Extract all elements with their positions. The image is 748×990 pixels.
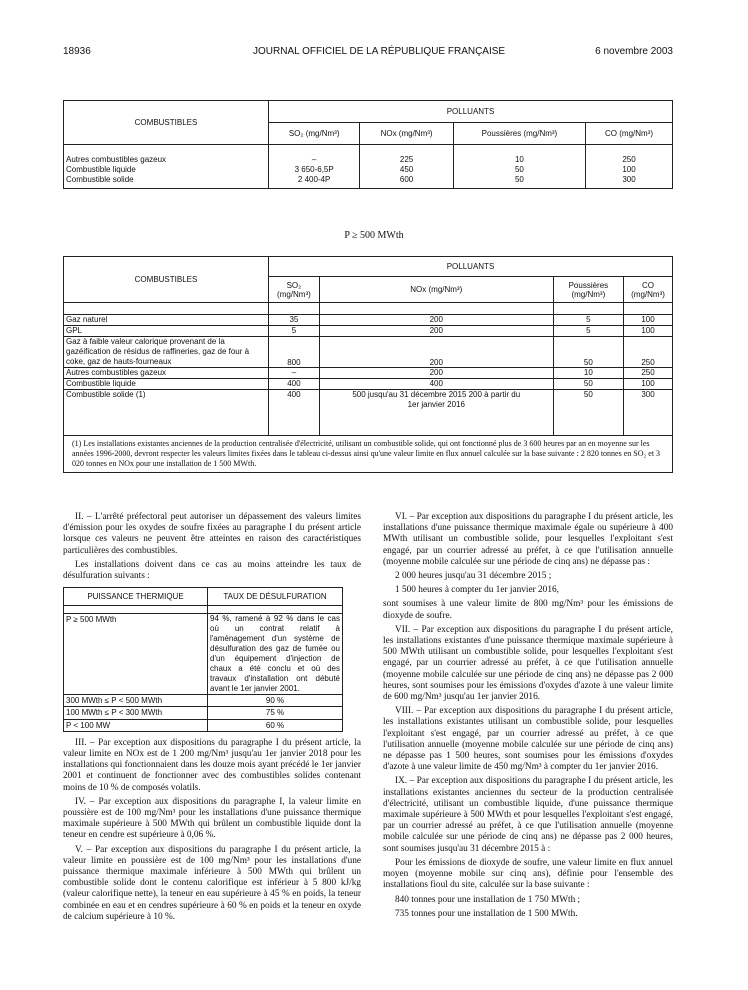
col-co: CO (mg/Nm³) [586, 123, 673, 145]
paragraph: Les installations doivent dans ce cas au moins atteindre les taux de désulfuration suivants : [63, 559, 361, 582]
paragraph: IX. – Par exception aux dispositions du paragraphe I du présent article, les installations existantes anciennes du secteur de la production centralisée d'électricité, utilisant un combustible liquide, d'une puissance thermique maximale supérieure à 500 MWth et pour lesquelles l'exploitant s'est engagé, par un courrier adressé au préfet, à ce que l'utilisation annuelle (moyenne mobile calculée sur une période de cinq ans) ne dépasse pas 2 000 heures, sont soumises jusqu'au 31 décembre 2015 à : [383, 776, 673, 854]
paragraph: VI. – Par exception aux dispositions du paragraphe I du présent article, les installations d'une puissance thermique maximale égale ou supérieure à 400 MWth utilisant un combustible solide, pour lesquelles l'exploitant s'est engagé, par un courrier adressé au préfet, à ce que l'utilisation annuelle (moyenne mobile calculée sur une période de cinq ans) ne dépasse pas : [383, 512, 673, 567]
table-row: 100 MWth ≤ P < 300 MWth 75 % [64, 707, 343, 719]
table-row: Combustible liquide 400 400 50 100 [64, 379, 673, 390]
col-taux: TAUX DE DÉSULFURATION [208, 588, 343, 606]
power-class-heading: P ≥ 500 MWth [344, 230, 404, 241]
table-row: P ≥ 500 MWth 94 %, ramené à 92 % dans le cas où un contrat relatif à l'aménagement d'un système de désulfuration des gaz de fumée ou d'un équipement d'injection de chaux a été conclu et où des travaux d'installation ont débuté avant le 1er janvier 2001. [64, 614, 343, 695]
col-puissance: PUISSANCE THERMIQUE [64, 588, 208, 606]
paragraph: III. – Par exception aux dispositions du paragraphe I du présent article, la valeur limite en NOx est de 1 200 mg/Nm³ jusqu'au 1er janvier 2018 pour les installations qui fonctionnaient dans les douze mois ayant précédé le 1er janvier 2001 et continuent de fonctionner avec des combustibles solides contenant moins de 10 % de composés volatils. [63, 737, 361, 793]
emission-table-2-wrap [63, 256, 673, 473]
col-polluants: POLLUANTS [269, 257, 673, 277]
list-item: 2 000 heures jusqu'au 31 décembre 2015 ; [395, 571, 552, 582]
col-polluants: POLLUANTS [269, 101, 673, 123]
list-item: 840 tonnes pour une installation de 1 750 MWth ; [395, 894, 581, 905]
page-number: 18936 [63, 46, 91, 57]
emission-table-1 [63, 100, 673, 189]
emission-table-2 [63, 256, 673, 436]
table-row: Combustible liquide 3 650-6,5P 450 50 100 [64, 165, 673, 175]
col-nox: NOx (mg/Nm³) [360, 123, 454, 145]
col-combustibles: COMBUSTIBLES [64, 257, 269, 303]
list-item: 1 500 heures à compter du 1er janvier 2016, [395, 585, 559, 596]
paragraph: sont soumises à une valeur limite de 800 mg/Nm³ pour les émissions de dioxyde de soufre. [383, 599, 673, 621]
table-row: Gaz à faible valeur calorique provenant de la gazéification de résidus de raffineries, gaz de four à coke, gaz de hauts-fourneaux 800 200 50 250 [64, 337, 673, 368]
col-dust: Poussières (mg/Nm³) [453, 123, 585, 145]
col-co: CO (mg/Nm³) [624, 277, 673, 303]
paragraph: IV. – Par exception aux dispositions du paragraphe I, la valeur limite en poussière est de 100 mg/Nm³ pour les installations d'une puissance thermique maximale supérieure à 500 MWth qui brûlent un combustible liquide dont la teneur en cendre est supérieure à 0,06 %. [63, 796, 361, 841]
table-row: Autres combustibles gazeux – 200 10 250 [64, 368, 673, 379]
paragraph: VII. – Par exception aux dispositions du paragraphe I du présent article, les installations existantes d'une puissance thermique maximale supérieure à 500 MWth utilisant un combustible solide, pour lesquelles l'exploitant s'est engagé, par un courrier adressé au préfet, à ce que l'utilisation annuelle (moyenne mobile calculée sur une période de cinq ans) ne dépasse pas 2 000 heures, sont soumises pour les émissions d'oxydes d'azote à une valeur limite de 600 mg/Nm³ jusqu'au 1er janvier 2016. [383, 624, 673, 703]
col-so2: SO₂ (mg/Nm³) [269, 277, 320, 303]
left-column [63, 512, 361, 926]
table-row: Autres combustibles gazeux – 225 10 250 [64, 155, 673, 165]
list-item: 735 tonnes pour une installation de 1 500 MWth. [395, 908, 578, 919]
right-column [383, 512, 673, 923]
table-row: GPL 5 200 5 100 [64, 326, 673, 337]
journal-title: JOURNAL OFFICIEL DE LA RÉPUBLIQUE FRANÇAISE [253, 46, 506, 57]
table-row: P < 100 MW 60 % [64, 719, 343, 731]
table-row: Combustible solide 2 400-4P 600 50 300 [64, 175, 673, 189]
paragraph: V. – Par exception aux dispositions du paragraphe I du présent article, la valeur limite en poussière est de 100 mg/Nm³ pour les installations d'une puissance thermique maximale inférieure à 500 MWth qui brûlent un combustible solide dont le contenu calorifique est inférieur à 5 800 kJ/kg (valeur calorifique nette), la teneur en eau supérieure à 45 % en poids, la teneur combinée en eau et en cendres supérieure à 60 % en poids et la teneur en oxyde de calcium supérieure à 10 %. [63, 844, 361, 922]
paragraph: II. – L'arrêté préfectoral peut autoriser un dépassement des valeurs limites d'émission pour les oxydes de soufre fixées au paragraphe I du présent article lorsque ces valeurs ne peuvent être atteintes en raison des caractéristiques particulières des combustibles. [63, 512, 361, 556]
col-so2: SO₂ (mg/Nm³) [269, 123, 360, 145]
paragraph: VIII. – Par exception aux dispositions du paragraphe I du présent article, les installations existantes utilisant un combustible solide, pour lesquelles l'exploitant s'est engagé, par un courrier adressé au préfet, à ce que l'utilisation annuelle (moyenne mobile calculée sur une période de cinq ans) ne dépasse pas 1 500 heures, sont soumises pour les émissions d'oxydes d'azote à une valeur limite de 450 mg/Nm³ à compter du 1er janvier 2016. [383, 706, 673, 773]
table-footnote: (1) Les installations existantes anciennes de la production centralisée d'électricité, utilisant un combustible solide, qui ont fonctionné plus de 3 600 heures par an en moyenne sur les années 1996-2000, devront respecter les valeurs limites fixées dans le tableau ci-dessus ainsi qu'une valeur limite en flux annuel calculée sur la base suivante : 2 820 tonnes en SO₂ et 3 020 tonnes en NOx pour une installation de 1 500 MWth. [63, 436, 673, 473]
col-dust: Poussières (mg/Nm³) [553, 277, 623, 303]
desulfuration-table [63, 587, 343, 732]
col-combustibles: COMBUSTIBLES [64, 101, 269, 145]
col-nox: NOx (mg/Nm³) [319, 277, 553, 303]
table-row: Gaz naturel 35 200 5 100 [64, 315, 673, 326]
table-row: 300 MWth ≤ P < 500 MWth 90 % [64, 695, 343, 707]
issue-date: 6 novembre 2003 [595, 46, 673, 57]
table-row: Combustible solide (1) 400 500 jusqu'au 31 décembre 2015 200 à partir du 1er janvier 2016 50 300 [64, 390, 673, 436]
paragraph: Pour les émissions de dioxyde de soufre, une valeur limite en flux annuel moyen (moyenne mobile sur cinq ans), définie pour l'ensemble des installations fioul du site, calculée sur la base suivante : [383, 857, 673, 891]
